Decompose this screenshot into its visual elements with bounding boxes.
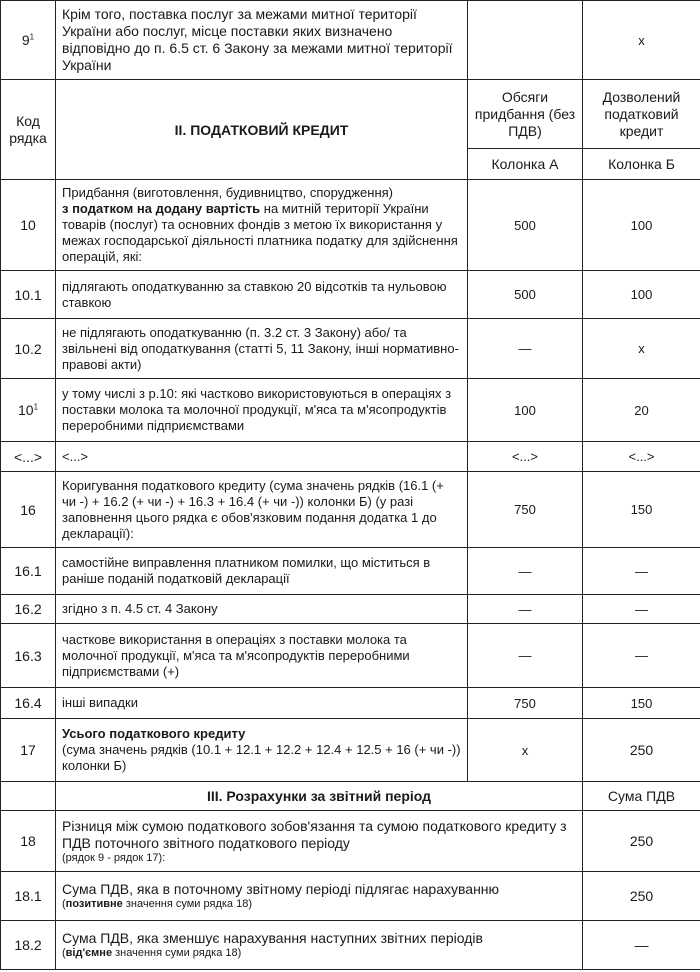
column-a-value (468, 1, 583, 80)
column-a-value: 500 (468, 180, 583, 271)
vat-sum-value: 250 (583, 872, 700, 921)
column-a-header: Обсяги придбання (без ПДВ) (468, 80, 583, 149)
row-code: 18.1 (1, 872, 56, 921)
row-16-2 (1, 595, 700, 624)
column-b-value: 100 (583, 271, 700, 319)
row-10-sup-1 (1, 379, 700, 442)
row-description: самостійне виправлення платником помилки, що міститься в раніше поданій податковій декларації (56, 548, 468, 595)
row-code: 18 (1, 811, 56, 872)
column-b-value: — (583, 595, 700, 624)
column-b-value: — (583, 624, 700, 688)
row-10-1 (1, 271, 700, 319)
column-b-value: <...> (583, 442, 700, 472)
column-a-label: Колонка А (468, 149, 583, 180)
row-code: 10 (1, 180, 56, 271)
row-10-2 (1, 319, 700, 379)
row-code: $9^1$ (1, 1, 56, 80)
vat-sum-value: 250 (583, 811, 700, 872)
column-a-value: 500 (468, 271, 583, 319)
row-description: у тому числі з р.10: які частково використовуються в операціях з поставки молока та молочної продукції, м'яса та м'ясопродуктів переробними підприємствами (56, 379, 468, 442)
row-17 (1, 719, 700, 782)
row-code: $10^1$ (1, 379, 56, 442)
code-header: Код рядка (1, 80, 56, 180)
row-code: 10.1 (1, 271, 56, 319)
column-b-value: — (583, 548, 700, 595)
row-description: Різниця між сумою податкового зобов'язання та сумою податкового кредиту з ПДВ поточного звітного податкового періоду (рядок 9 - рядок 17): (56, 811, 583, 872)
row-description: Сума ПДВ, яка зменшує нарахування наступних звітних періодів (від'ємне значення суми рядка 18) (56, 921, 583, 970)
section-title: II. ПОДАТКОВИЙ КРЕДИТ (56, 80, 468, 180)
empty-code-cell (1, 782, 56, 811)
column-a-value: 750 (468, 688, 583, 719)
column-b-value: 20 (583, 379, 700, 442)
column-a-value: 750 (468, 472, 583, 548)
row-code: 16.2 (1, 595, 56, 624)
row-16 (1, 472, 700, 548)
row-description: Коригування податкового кредиту (сума значень рядків (16.1 (+ чи -) + 16.2 (+ чи -) + 16.3 + 16.4 (+ чи -)) колонки Б) (у разі заповнення цього рядка є обов'язковим подання додатка 1 до декларації): (56, 472, 468, 548)
row-18 (1, 811, 700, 872)
row-16-1 (1, 548, 700, 595)
row-description: Придбання (виготовлення, будивництво, спорудження) з податком на додану вартість на митній території України товарів (послуг) та основних фондів з метою їх використання у межах господарської діяльності платника податку для здійснення операцій, які: (56, 180, 468, 271)
row-description: підлягають оподаткуванню за ставкою 20 відсотків та нульовою ставкою (56, 271, 468, 319)
column-a-value: — (468, 595, 583, 624)
row-description: <...> (56, 442, 468, 472)
row-code: <...> (1, 442, 56, 472)
row-description: Крім того, поставка послуг за межами митної території України або послуг, місце поставки яких визначено відповідно до п. 6.5 ст. 6 Закону за межами митної території України (56, 1, 468, 80)
section-2-header (1, 80, 700, 149)
section-3-header (1, 782, 700, 811)
row-description: інші випадки (56, 688, 468, 719)
row-code: 16.4 (1, 688, 56, 719)
row-code: 18.2 (1, 921, 56, 970)
row-description: Сума ПДВ, яка в поточному звітному періоді підлягає нарахуванню (позитивне значення суми рядка 18) (56, 872, 583, 921)
row-10 (1, 180, 700, 271)
column-a-value: — (468, 548, 583, 595)
row-code: 17 (1, 719, 56, 782)
column-b-value: 150 (583, 688, 700, 719)
column-b-value: 100 (583, 180, 700, 271)
section-title: III. Розрахунки за звітний період (56, 782, 583, 811)
row-description: Усього податкового кредиту (сума значень рядків (10.1 + 12.1 + 12.2 + 12.4 + 12.5 + 16 (+ чи -)) колонки Б) (56, 719, 468, 782)
row-code: 16.1 (1, 548, 56, 595)
row-code: 16.3 (1, 624, 56, 688)
row-description: не підлягають оподаткуванню (п. 3.2 ст. 3 Закону) або/ та звільнені від оподаткування (статті 5, 11 Закону, інші нормативно-правові акти) (56, 319, 468, 379)
row-description: часткове використання в операціях з поставки молока та молочної продукції, м'яса та м'ясопродуктів переробними підприємствами (+) (56, 624, 468, 688)
row-9-1 (1, 1, 700, 80)
column-b-value: x (583, 319, 700, 379)
row-18-1 (1, 872, 700, 921)
row-16-3 (1, 624, 700, 688)
row-code: 16 (1, 472, 56, 548)
column-b-value: 250 (583, 719, 700, 782)
row-18-2 (1, 921, 700, 970)
column-a-value: x (468, 719, 583, 782)
column-b-value: 150 (583, 472, 700, 548)
vat-sum-value: — (583, 921, 700, 970)
row-16-4 (1, 688, 700, 719)
column-b-label: Колонка Б (583, 149, 700, 180)
column-a-value: <...> (468, 442, 583, 472)
column-b-value: x (583, 1, 700, 80)
column-a-value: — (468, 624, 583, 688)
row-code: 10.2 (1, 319, 56, 379)
column-a-value: 100 (468, 379, 583, 442)
vat-sum-header: Сума ПДВ (583, 782, 700, 811)
column-a-value: — (468, 319, 583, 379)
row-description: згідно з п. 4.5 ст. 4 Закону (56, 595, 468, 624)
row-ellipsis (1, 442, 700, 472)
column-b-header: Дозволений податковий кредит (583, 80, 700, 149)
